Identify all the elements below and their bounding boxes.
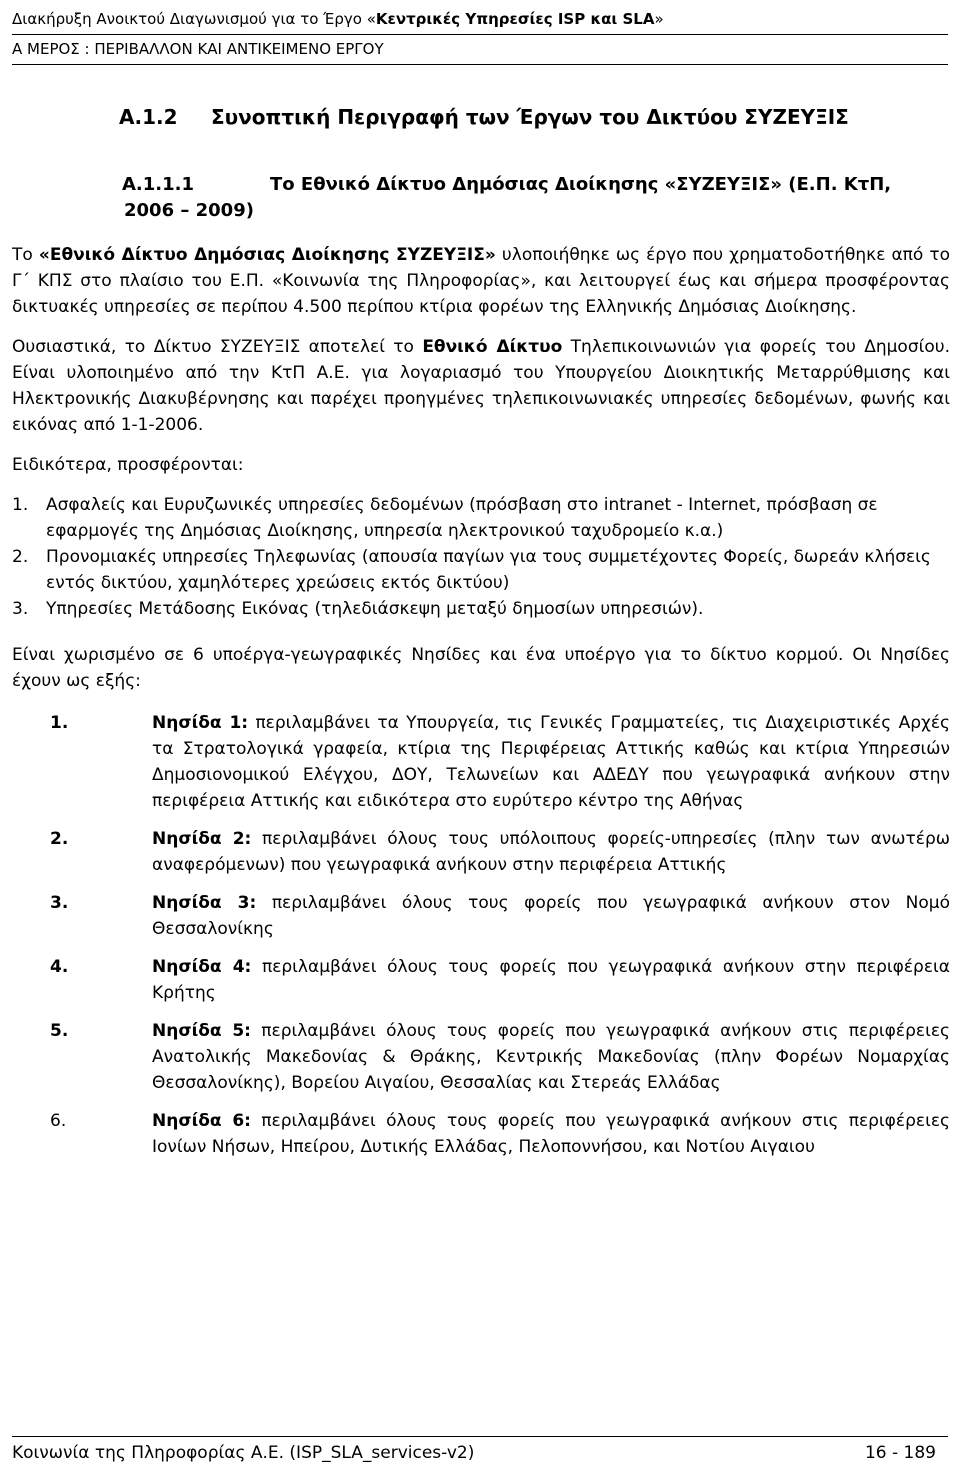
list-item (12, 596, 950, 622)
list-item-number: 3. (12, 599, 29, 619)
island-number: 4. (50, 957, 69, 977)
paragraph-network (12, 334, 950, 438)
island-text: περιλαμβάνει όλους τους φορείς που γεωγραφικά ανήκουν στις περιφέρειες Ιονίων Νήσων, Ηπείρου, Δυτικής Ελλάδας, Πελοποννήσου, και Νοτίου Αιγαιου (152, 1111, 950, 1157)
document-subheader (12, 38, 948, 65)
island-label: Νησίδα 6: (152, 1111, 251, 1131)
section-title: Συνοπτική Περιγραφή των Έργων του Δικτύου ΣΥΖΕΥΞΙΣ (211, 105, 849, 129)
subsection-number: Α.1.1.1 (122, 174, 195, 195)
island-text: περιλαμβάνει τα Υπουργεία, τις Γενικές Γραμματείες, τις Διαχειριστικές Αρχές τα Στρατολογικά γραφεία, κτίρια της Περιφέρειας Αττικής καθώς και κτίρια Υπηρεσιών Δημοσιονομικού Ελέγχου, ΔΟΥ, Τελωνείων και ΑΔΕΔΥ που γεωγραφικά ανήκουν στην περιφέρεια Αττικής και ειδικότερα στο ευρύτερο κέντρο της Αθήνας (152, 713, 950, 811)
page-number: 16 - 189 (864, 1443, 936, 1463)
list-item (12, 492, 950, 544)
island-label: Νησίδα 5: (152, 1021, 251, 1041)
section-number: Α.1.2 (119, 105, 178, 129)
paragraph-services-intro: Ειδικότερα, προσφέρονται: (12, 455, 244, 475)
island-label: Νησίδα 3: (152, 893, 257, 913)
islands-list (12, 710, 950, 1160)
island-number: 6. (50, 1111, 67, 1131)
header-part: Α ΜΕΡΟΣ : ΠΕΡΙΒΑΛΛΟΝ ΚΑΙ ΑΝΤΙΚΕΙΜΕΝΟ ΕΡΓΟΥ (12, 40, 384, 58)
island-number: 1. (50, 713, 69, 733)
p2-text-b: Τηλεπικοινωνιών για φορείς του Δημοσίου. Είναι υλοποιημένο από την ΚτΠ Α.Ε. για λογαριασμό του Υπουργείου Διοικητικής Μεταρρύθμισης και Ηλεκτρονικής Διακυβέρνησης και παρέχει προηγμένες τηλεπικοινωνιακές υπηρεσίες δεδομένων, φωνής και εικόνας από 1-1-2006. (12, 337, 950, 435)
list-item-text: Ασφαλείς και Ευρυζωνικές υπηρεσίες δεδομένων (πρόσβαση στο intranet - Internet, πρόσβαση σε εφαρμογές της Δημόσιας Διοίκησης, υπηρεσία ηλεκτρονικού ταχυδρομείο κ.α.) (46, 495, 878, 541)
paragraph-islands-intro: Είναι χωρισμένο σε 6 υποέργα-γεωγραφικές Νησίδες και ένα υποέργο για το δίκτυο κορμού. Οι Νησίδες έχουν ως εξής: (12, 645, 950, 691)
island-number: 3. (50, 893, 69, 913)
island-item (12, 890, 950, 942)
section-heading (119, 104, 950, 130)
document-header (12, 4, 948, 35)
header-title-prefix: Διακήρυξη Ανοικτού Διαγωνισμού για το Έργο « (12, 10, 376, 28)
island-text: περιλαμβάνει όλους τους υπόλοιπους φορείς-υπηρεσίες (πλην των ανωτέρω αναφερόμενων) που γεωγραφικά ανήκουν στην περιφέρεια Αττικής (152, 829, 950, 875)
list-item (12, 544, 950, 596)
subsection-title: Το Εθνικό Δίκτυο Δημόσιας Διοίκησης «ΣΥΖΕΥΞΙΣ» (Ε.Π. ΚτΠ, (270, 174, 892, 195)
list-item-number: 2. (12, 547, 29, 567)
subsection-title-cont: 2006 – 2009) (124, 200, 254, 221)
list-item-text: Προνομιακές υπηρεσίες Τηλεφωνίας (απουσία παγίων για τους συμμετέχοντες Φορείς, δωρεάν κλήσεις εντός δικτύου, χαμηλότερες χρεώσεις εκτός δικτύου) (46, 547, 931, 593)
island-text: περιλαμβάνει όλους τους φορείς που γεωγραφικά ανήκουν στην περιφέρεια Κρήτης (152, 957, 950, 1003)
footer-org: Κοινωνία της Πληροφορίας Α.Ε. (ISP_SLA_services-v2) (12, 1443, 475, 1463)
island-label: Νησίδα 2: (152, 829, 252, 849)
island-item (12, 954, 950, 1006)
island-text: περιλαμβάνει όλους τους φορείς που γεωγραφικά ανήκουν στις περιφέρειες Ανατολικής Μακεδονίας & Θράκης, Κεντρικής Μακεδονίας (πλην Φορέων Νομαρχίας Θεσσαλονίκης), Βορείου Αιγαίου, Θεσσαλίας και Στερεάς Ελλάδας (152, 1021, 950, 1093)
list-item-text: Υπηρεσίες Μετάδοσης Εικόνας (τηλεδιάσκεψη μεταξύ δημοσίων υπηρεσιών). (46, 599, 704, 619)
header-title-suffix: » (654, 10, 664, 28)
island-item (12, 826, 950, 878)
island-item (12, 1018, 950, 1096)
island-text: περιλαμβάνει όλους τους φορείς που γεωγραφικά ανήκουν στον Νομό Θεσσαλονίκης (152, 893, 950, 939)
p2-bold: Εθνικό Δίκτυο (422, 337, 563, 357)
island-number: 5. (50, 1021, 69, 1041)
island-label: Νησίδα 1: (152, 713, 249, 733)
p2-text-a: Ουσιαστικά, το Δίκτυο ΣΥΖΕΥΞΙΣ αποτελεί το (12, 337, 423, 357)
island-number: 2. (50, 829, 69, 849)
header-title-project: Κεντρικές Υπηρεσίες ISP και SLA (375, 10, 655, 28)
p1-text-a: Το (12, 245, 39, 265)
subsection-heading (12, 172, 950, 224)
p1-text-b: υλοποιήθηκε ως έργο που χρηματοδοτήθηκε από το Γ΄ ΚΠΣ στο πλαίσιο του Ε.Π. «Κοινωνία της Πληροφορίας», και λειτουργεί έως και σήμερα προσφέροντας δικτυακές υπηρεσίες σε περίπου 4.500 περίπου κτίρια φορέων της Ελληνικής Δημόσιας Διοίκησης. (12, 245, 950, 317)
document-body (12, 100, 950, 1172)
paragraph-intro (12, 242, 950, 320)
services-list (12, 492, 950, 622)
list-item-number: 1. (12, 495, 29, 515)
document-footer (12, 1436, 948, 1463)
p1-bold: «Εθνικό Δίκτυο Δημόσιας Διοίκησης ΣΥΖΕΥΞΙΣ» (38, 245, 496, 265)
island-item (12, 1108, 950, 1160)
island-label: Νησίδα 4: (152, 957, 252, 977)
island-item (12, 710, 950, 814)
